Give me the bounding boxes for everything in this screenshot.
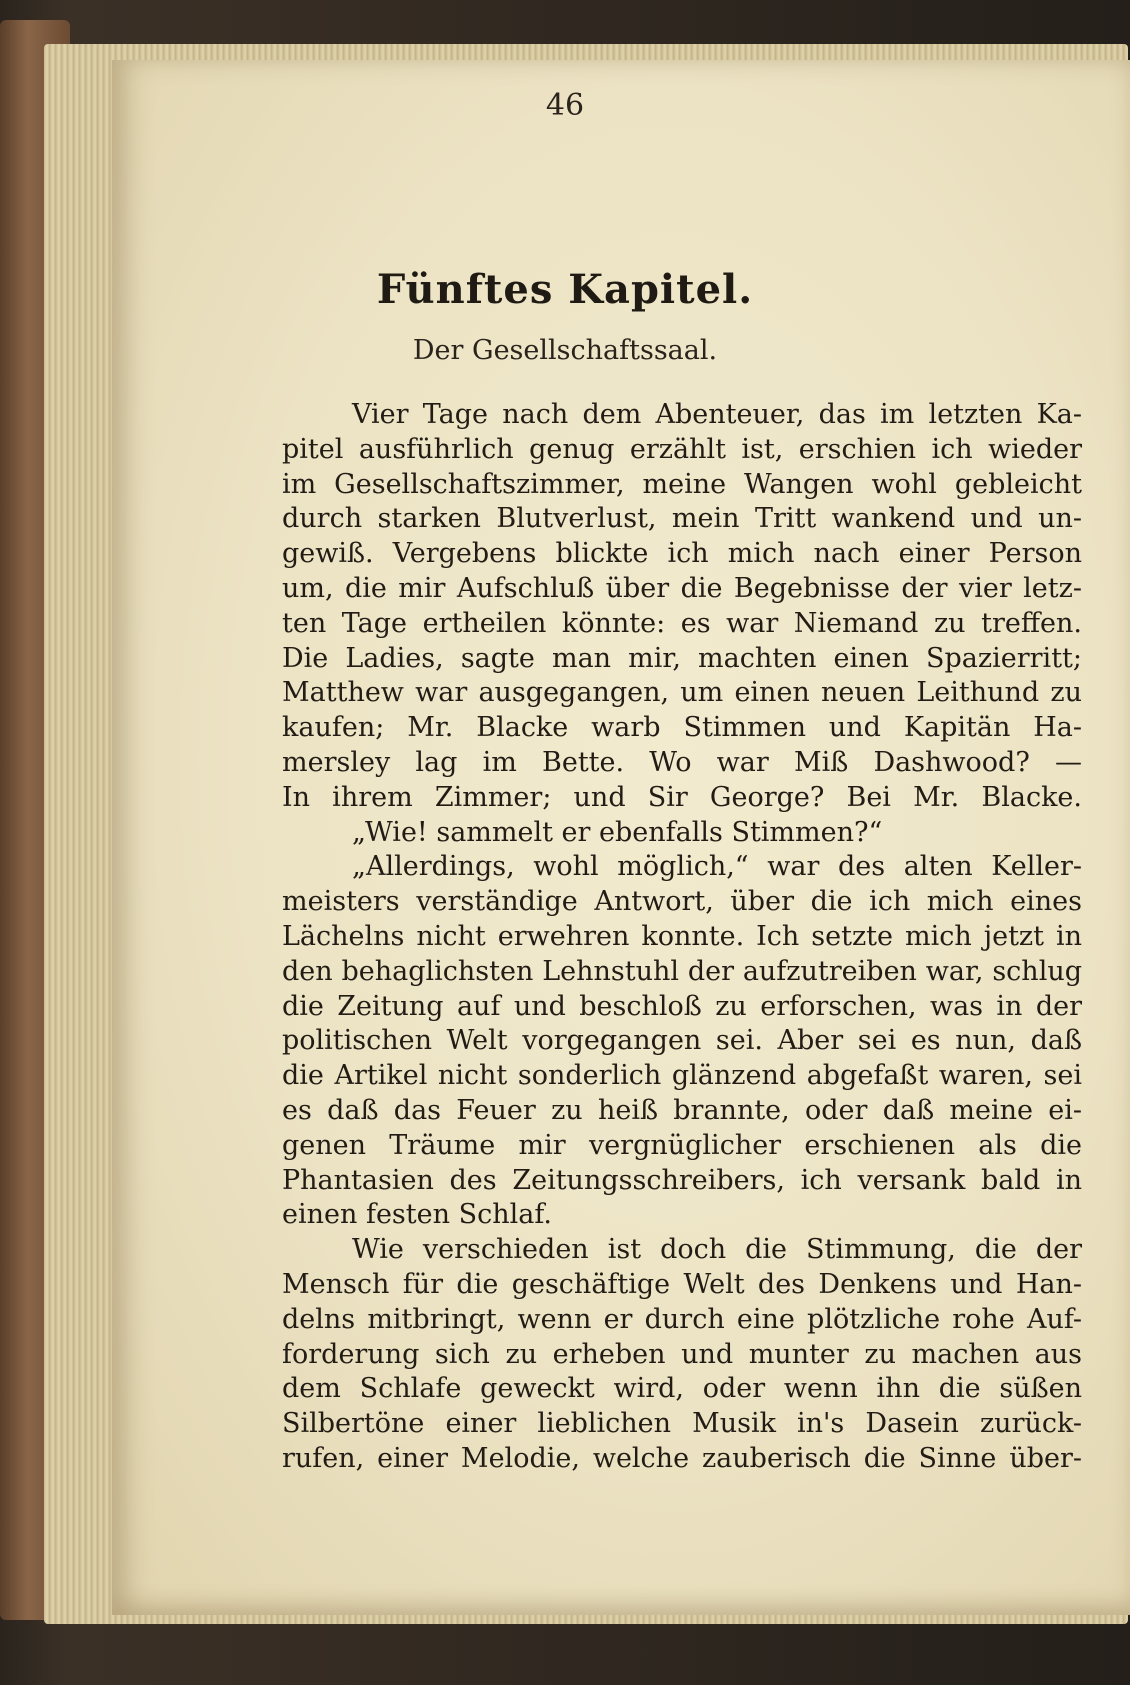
text-line: Matthew war ausgegangen, um einen neuen Leithund zu xyxy=(282,677,1082,709)
text-line: Phantasien des Zeitungsschreibers, ich versank bald in xyxy=(282,1164,1082,1196)
chapter-title: Fünftes Kapitel. xyxy=(376,266,754,313)
text-line: kaufen; Mr. Blacke warb Stimmen und Kapitän Ha- xyxy=(282,712,1082,744)
text-line: ten Tage ertheilen könnte: es war Niemand zu treffen. xyxy=(282,607,1082,639)
text-line: Silbertöne einer lieblichen Musik in's Dasein zurück- xyxy=(282,1408,1082,1440)
text-line: Lächelns nicht erwehren konnte. Ich setzte mich jetzt in xyxy=(282,920,1082,952)
text-line: Vier Tage nach dem Abenteuer, das im letzten Ka- xyxy=(352,399,1082,430)
text-line: die Artikel nicht sonderlich glänzend abgefaßt waren, sei xyxy=(282,1060,1082,1092)
text-line: „Allerdings, wohl möglich,“ war des alten Keller- xyxy=(352,851,1082,883)
text-line: „Wie! sammelt er ebenfalls Stimmen?“ xyxy=(352,816,883,848)
text-line: gewiß. Vergebens blickte ich mich nach einer Person xyxy=(282,538,1082,570)
text-line: delns mitbringt, wenn er durch eine plötzliche rohe Auf- xyxy=(282,1303,1082,1335)
text-line: rufen, einer Melodie, welche zauberisch die Sinne über- xyxy=(282,1442,1082,1474)
text-line: Wie verschieden ist doch die Stimmung, die der xyxy=(352,1234,1082,1266)
text-line: die Zeitung auf und beschloß zu erforschen, was in der xyxy=(282,990,1082,1022)
text-line: um, die mir Aufschluß über die Begebnisse der vier letz- xyxy=(282,572,1082,604)
text-line: In ihrem Zimmer; und Sir George? Bei Mr. Blacke. xyxy=(282,781,1082,813)
text-line: im Gesellschaftszimmer, meine Wangen wohl gebleicht xyxy=(282,468,1082,500)
text-line: pitel ausführlich genug erzählt ist, erschien ich wieder xyxy=(282,433,1082,465)
text-line: meisters verständige Antwort, über die ich mich eines xyxy=(282,886,1082,918)
text-line: politischen Welt vorgegangen sei. Aber sei es nun, daß xyxy=(282,1025,1082,1057)
chapter-subtitle: Der Gesellschaftssaal. xyxy=(412,335,718,366)
text-line: durch starken Blutverlust, mein Tritt wankend und un- xyxy=(282,503,1082,535)
text-line: es daß das Feuer zu heiß brannte, oder daß meine ei- xyxy=(282,1094,1082,1126)
text-line: dem Schlafe geweckt wird, oder wenn ihn die süßen xyxy=(282,1373,1082,1405)
text-line: forderung sich zu erheben und munter zu machen aus xyxy=(282,1338,1082,1370)
text-line: Die Ladies, sagte man mir, machten einen Spazierritt; xyxy=(282,642,1082,674)
text-line: genen Träume mir vergnüglicher erschienen als die xyxy=(282,1129,1082,1161)
text-line: Mensch für die geschäftige Welt des Denkens und Han- xyxy=(282,1268,1082,1300)
body-text xyxy=(282,398,1082,1477)
page-number: 46 xyxy=(545,88,585,123)
text-line: den behaglichsten Lehnstuhl der aufzutreiben war, schlug xyxy=(282,955,1082,987)
text-line: mersley lag im Bette. Wo war Miß Dashwood? — xyxy=(282,746,1082,778)
text-line: einen festen Schlaf. xyxy=(282,1199,552,1231)
